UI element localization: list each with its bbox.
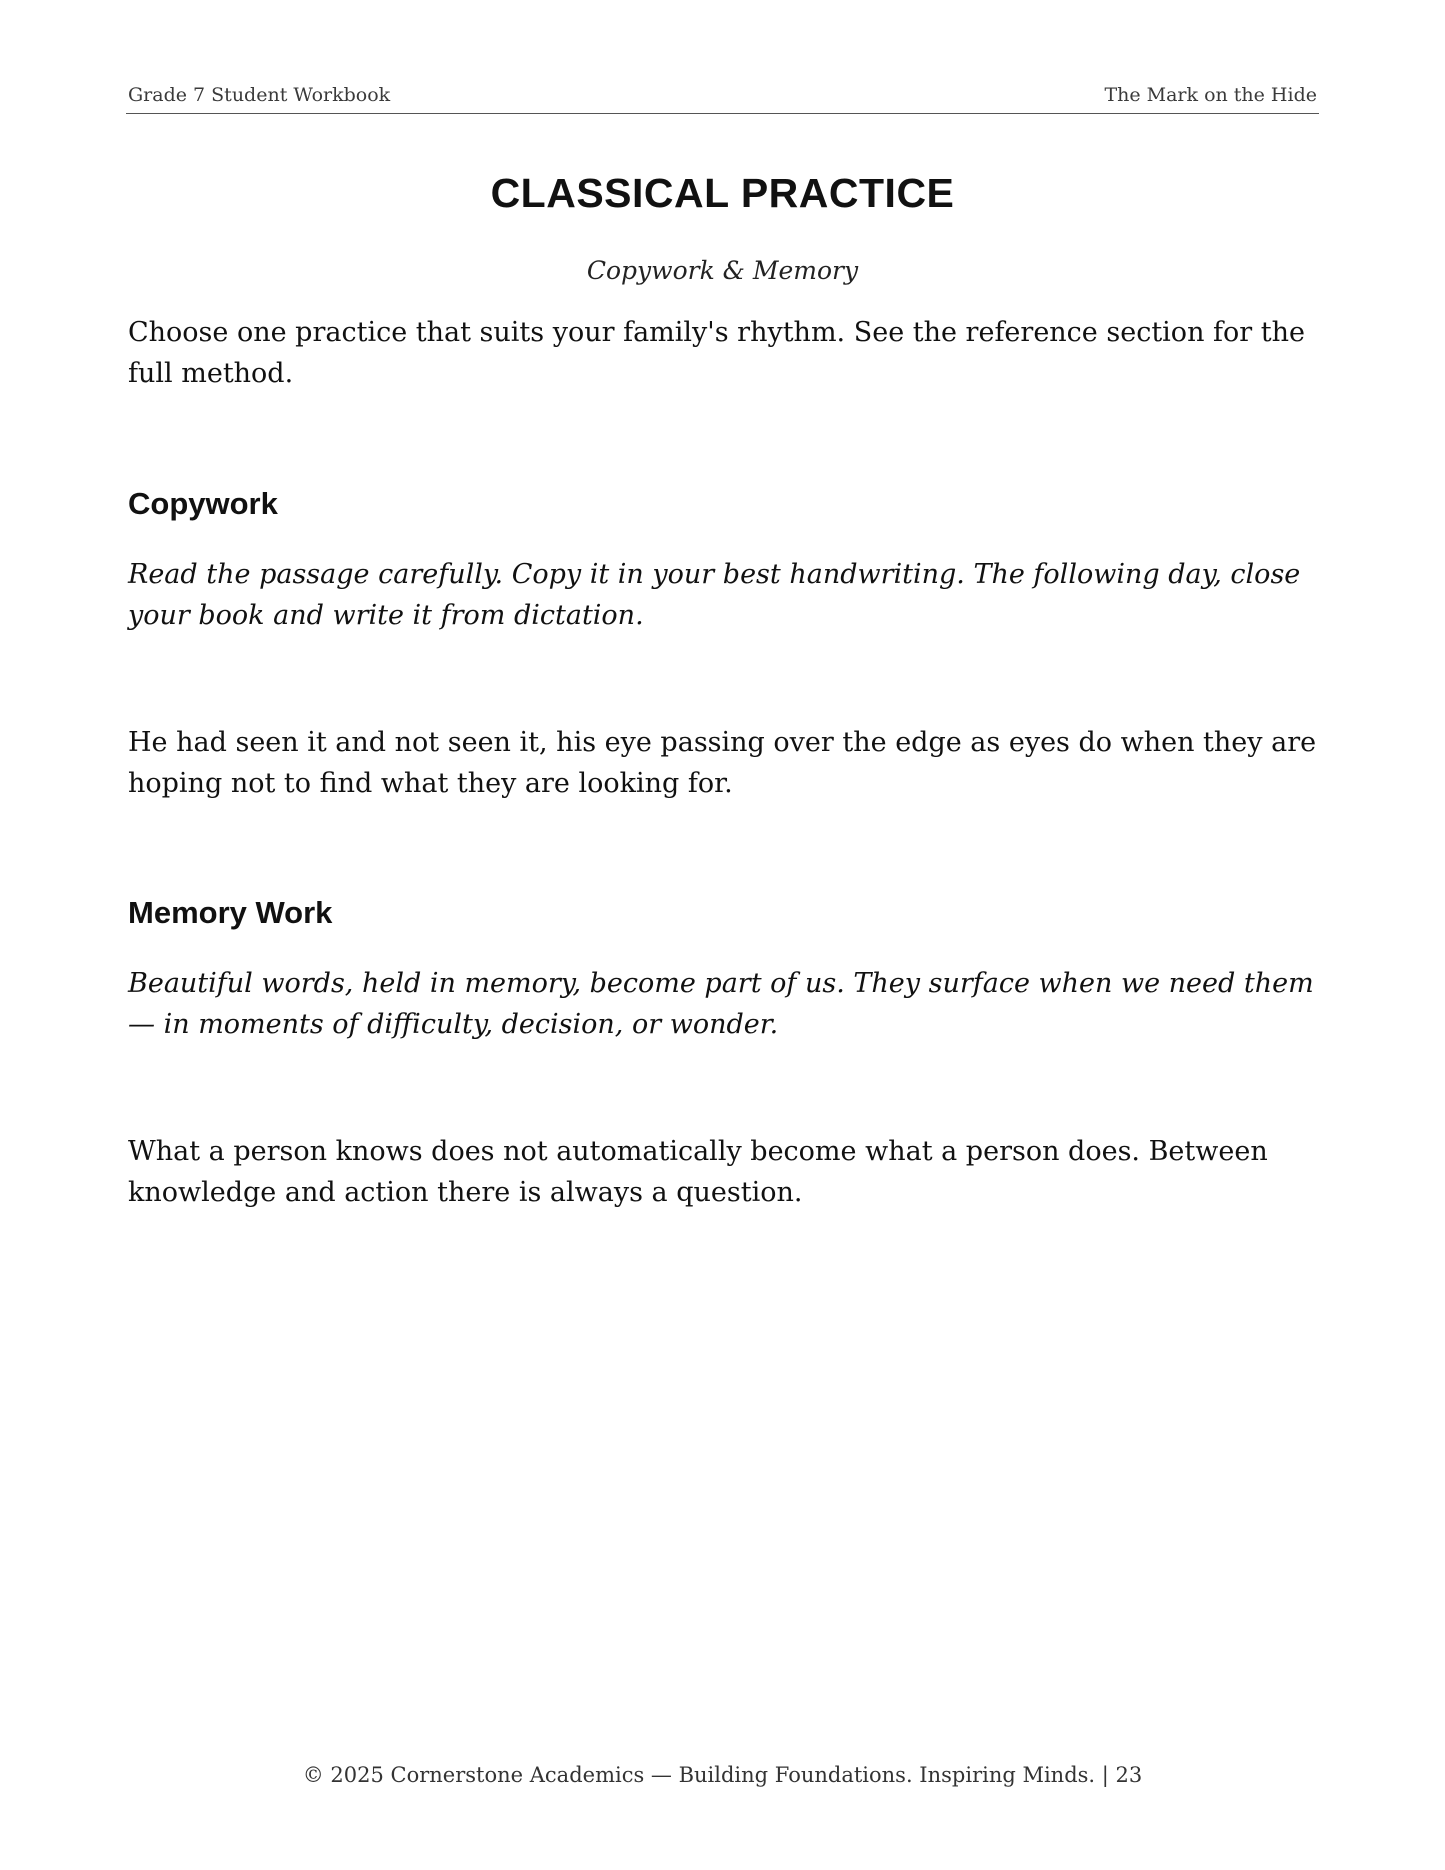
header-workbook-title: Grade 7 Student Workbook <box>128 84 391 106</box>
copywork-passage: He had seen it and not seen it, his eye passing over the edge as eyes do when they are hoping not to find what they are looking for. <box>128 727 1317 799</box>
intro-paragraph: Choose one practice that suits your family's rhythm. See the reference section for the full method. <box>128 317 1305 389</box>
memory-work-passage: What a person knows does not automatically become what a person does. Between knowledge and action there is always a question. <box>128 1136 1268 1208</box>
memory-work-heading: Memory Work <box>128 895 333 930</box>
page-title: CLASSICAL PRACTICE <box>490 170 955 216</box>
page-subtitle: Copywork & Memory <box>586 256 859 285</box>
header-book-title: The Mark on the Hide <box>1104 84 1317 106</box>
memory-work-instructions: Beautiful words, held in memory, become part of us. They surface when we need them — in moments of difficulty, decision, or wonder. <box>128 968 1314 1040</box>
copywork-instructions: Read the passage carefully. Copy it in your best handwriting. The following day, close your book and write it from dictation. <box>128 559 1301 631</box>
running-footer: © 2025 Cornerstone Academics — Building Foundations. Inspiring Minds. | 23 <box>302 1763 1143 1787</box>
running-header <box>126 84 1319 114</box>
copywork-heading: Copywork <box>128 486 278 521</box>
